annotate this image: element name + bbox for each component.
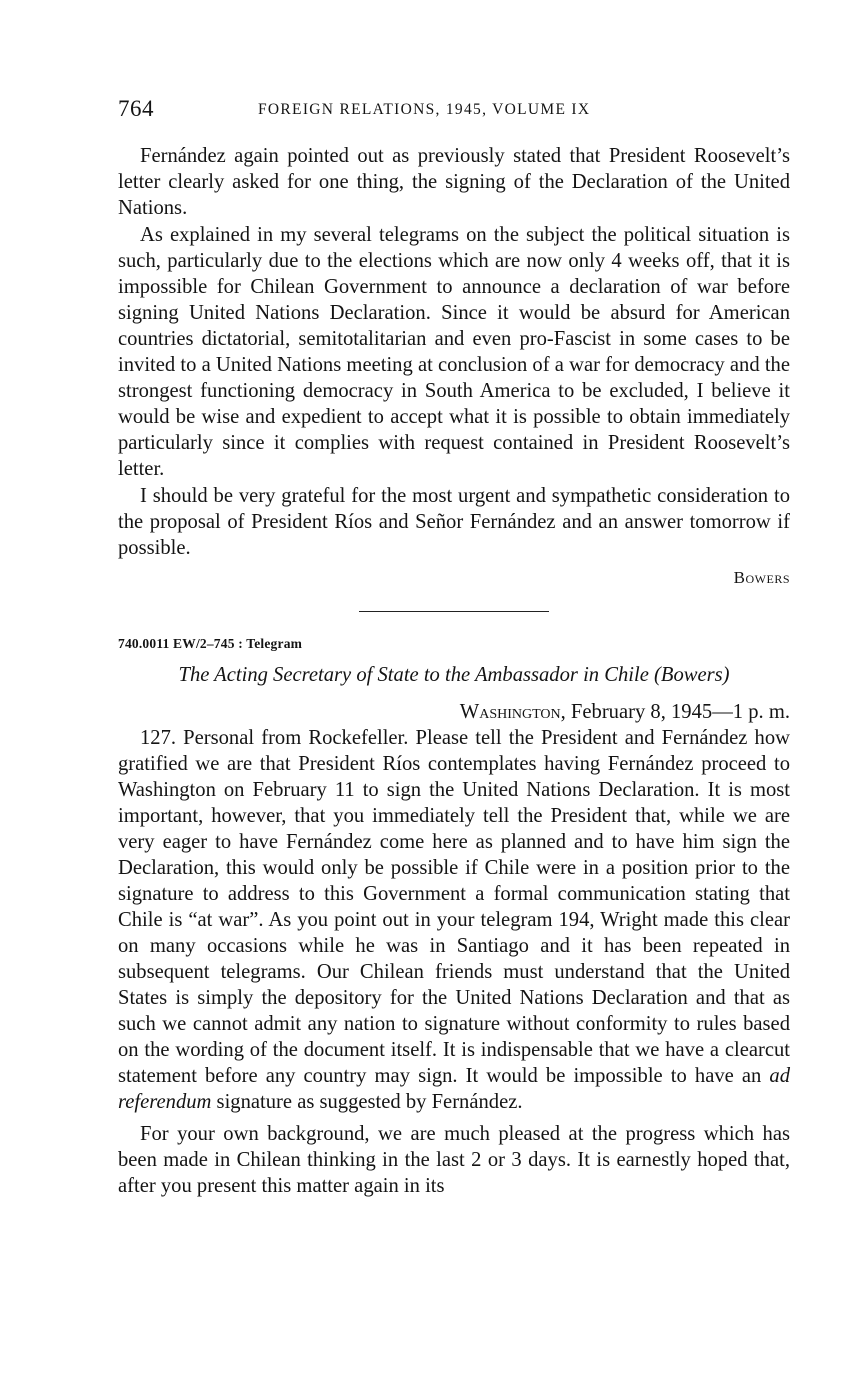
running-head: FOREIGN RELATIONS, 1945, VOLUME IX [258, 101, 591, 118]
page-header [118, 96, 790, 126]
telegram-paragraph: For your own background, we are much pleased at the progress which has been made in Chilean thinking in the last 2 or 3 days. It is earnestly hoped that, after you present this matter again in its [118, 1123, 790, 1197]
title-recipient-name: Bowers [660, 664, 723, 686]
body-paragraph: I should be very grateful for the most urgent and sympathetic consideration to the proposal of President Ríos and Señor Fernández and an answer tomorrow if possible. [118, 485, 790, 559]
title-text: The Acting Secretary of State to the Ambassador in Chile ( [178, 664, 661, 686]
body-paragraph: As explained in my several telegrams on the subject the political situation is such, particularly due to the elections which are now only 4 weeks off, that it is impossible for Chilean Government to announce a declaration of war before signing United Nations Declaration. Since it would be absurd for American countries dictatorial, semitotalitarian and even pro-Fascist in some cases to be invited to a United Nations meeting at conclusion of a war for democracy and the strongest functioning democracy in South America to be excluded, I believe it would be wise and expedient to accept what it is possible to obtain immediately particularly since it complies with request contained in President Roosevelt’s letter. [118, 224, 790, 480]
body-paragraph: Fernández again pointed out as previously stated that President Roosevelt’s letter clearly asked for one thing, the signing of the Declaration of the United Nations. [118, 145, 790, 219]
document-title [118, 662, 790, 688]
dateline [118, 699, 790, 725]
dateline-date: , February 8, 1945—1 p. m. [560, 701, 790, 723]
telegram-text: 127. Personal from Rockefeller. Please tell the President and Fernández how gratified we are that President Ríos contemplates having Fernández proceed to Washington on February 11 to sign the United Nations Declaration. It is most important, however, that you immediately tell the President that, while we are very eager to have Fernández come here as planned and to have him sign the Declaration, this would only be possible if Chile were in a position prior to the signature to address to this Government a formal communication stating that Chile is “at war”. As you point out in your telegram 194, Wright made this clear on many occasions while he was in Santiago and it has been repeated in subsequent telegrams. Our Chilean friends must understand that the United States is simply the depository for the United Nations Declaration and that as such we cannot admit any nation to signature without conformity to rules based on the wording of the document itself. It is indispensable that we have a clearcut statement before any country may sign. It would be impossible to have an [118, 727, 790, 1087]
section-divider [359, 611, 549, 612]
page-body [118, 143, 790, 1199]
italic-phrase: ad referendum [118, 1065, 790, 1113]
signature: Bowers [733, 568, 790, 587]
title-close-paren: ) [722, 664, 730, 686]
dateline-place: Washington [459, 701, 561, 723]
telegram-text-end: signature as suggested by Fernández. [211, 1091, 523, 1113]
file-reference: 740.0011 EW/2–745 : Telegram [118, 636, 303, 651]
page-number: 764 [118, 96, 154, 121]
telegram-paragraph [118, 725, 790, 1115]
